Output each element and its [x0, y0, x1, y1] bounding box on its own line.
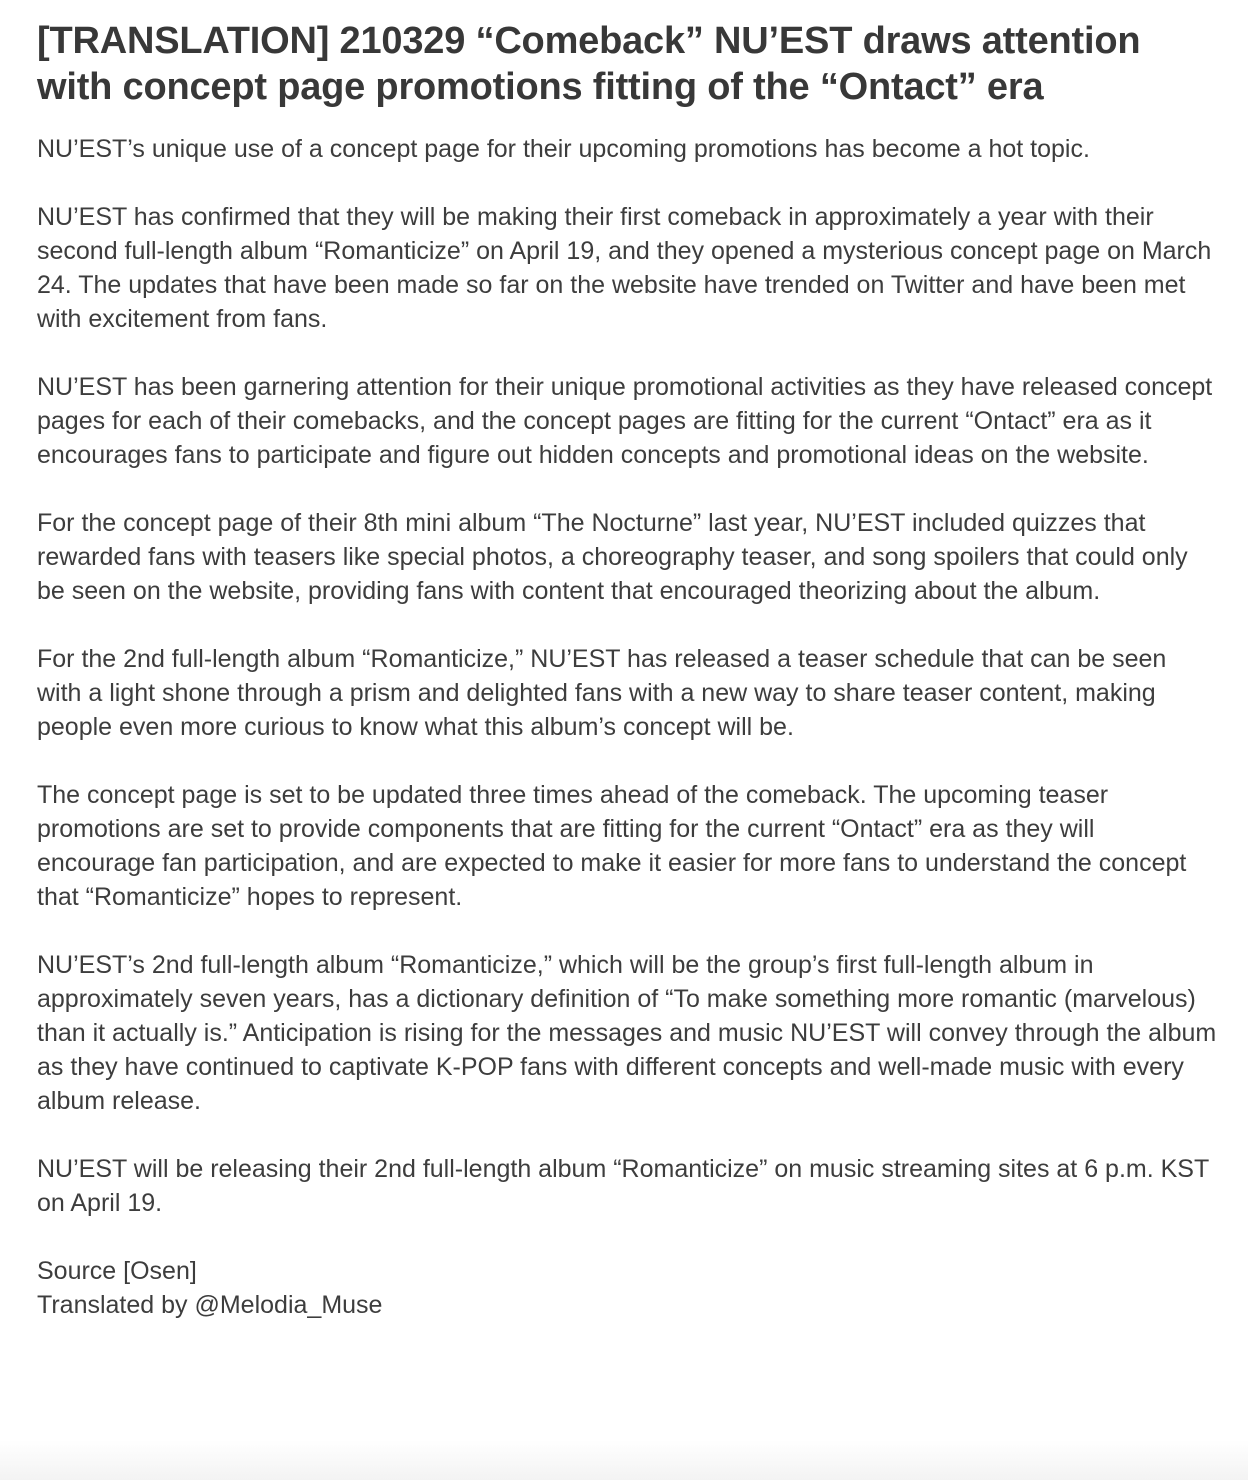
- article-title: [TRANSLATION] 210329 “Comeback” NU’EST draws attention with concept page promotions fitting of the “Ontact” era: [37, 20, 1141, 108]
- article: [37, 18, 1217, 1322]
- bottom-fade: [0, 1440, 1248, 1480]
- paragraph-4: For the concept page of their 8th mini album “The Nocturne” last year, NU’EST included quizzes that rewarded fans with teasers like special photos, a choreography teaser, and song spoilers that could only be seen on the website, providing fans with content that encouraged theorizing about the album.: [37, 509, 1188, 605]
- article-body: [37, 132, 1217, 1322]
- paragraph-8: NU’EST will be releasing their 2nd full-length album “Romanticize” on music streaming sites at 6 p.m. KST on April 19.: [37, 1155, 1209, 1217]
- paragraph-3: NU’EST has been garnering attention for their unique promotional activities as they have released concept pages for each of their comebacks, and the concept pages are fitting for the current “Ontact” era as it encourages fans to participate and figure out hidden concepts and promotional ideas on the website.: [37, 373, 1213, 469]
- source-credit: Source [Osen]: [37, 1257, 197, 1285]
- paragraph-7: NU’EST’s 2nd full-length album “Romanticize,” which will be the group’s first full-length album in approximately seven years, has a dictionary definition of “To make something more romantic (marvelous) than it actually is.” Anticipation is rising for the messages and music NU’EST will convey through the album as they have continued to captivate K-POP fans with different concepts and well-made music with every album release.: [37, 951, 1217, 1115]
- paragraph-2: NU’EST has confirmed that they will be making their first comeback in approximately a year with their second full-length album “Romanticize” on April 19, and they opened a mysterious concept page on March 24. The updates that have been made so far on the website have trended on Twitter and have been met with excitement from fans.: [37, 203, 1212, 333]
- paragraph-5: For the 2nd full-length album “Romanticize,” NU’EST has released a teaser schedule that can be seen with a light shone through a prism and delighted fans with a new way to share teaser content, making people even more curious to know what this album’s concept will be.: [37, 645, 1167, 741]
- translator-credit: Translated by @Melodia_Muse: [37, 1291, 383, 1319]
- paragraph-6: The concept page is set to be updated three times ahead of the comeback. The upcoming teaser promotions are set to provide components that are fitting for the current “Ontact” era as they will encourage fan participation, and are expected to make it easier for more fans to understand the concept that “Romanticize” hopes to represent.: [37, 781, 1187, 911]
- paragraph-1: NU’EST’s unique use of a concept page for their upcoming promotions has become a hot topic.: [37, 135, 1090, 163]
- credits: [37, 1254, 1217, 1322]
